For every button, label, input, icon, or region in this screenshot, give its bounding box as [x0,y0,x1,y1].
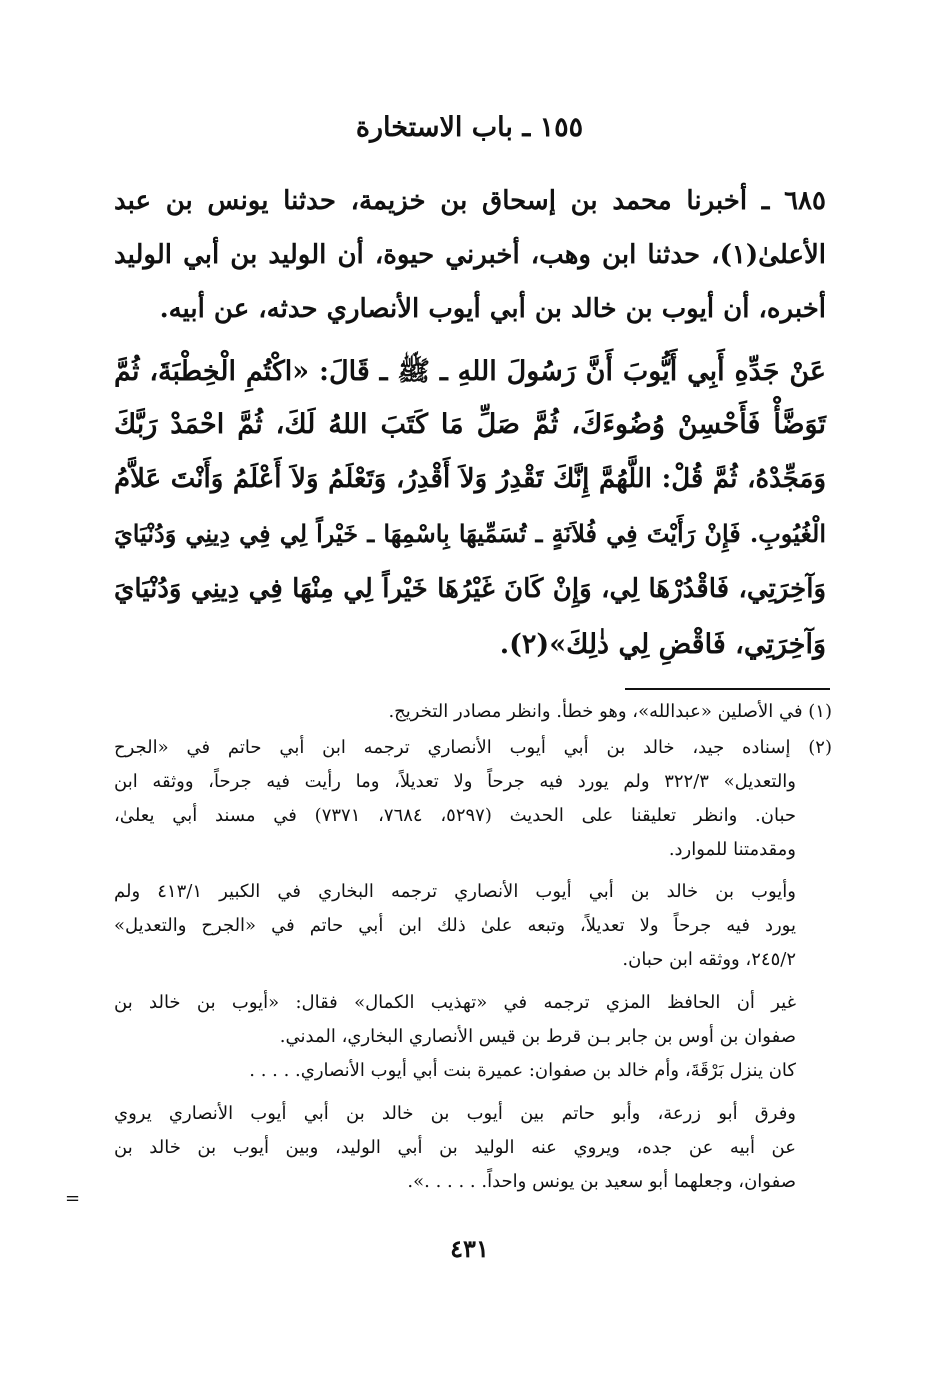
footnote-2-line-13: صفوان، وجعلهما أبو سعيد بن يونس واحداً. . . . . .». [407,1171,796,1192]
main-text-line-2: الأعلىٰ(١)، حدثنا ابن وهب، أخبرني حيوة، أن الوليد بن أبي الوليد [114,240,827,270]
main-text-line-3: أخبره، أن أيوب بن خالد بن أبي أيوب الأنصاري حدثه، عن أبيه. [159,294,826,324]
hadith-line-6: وَآخِرَتِي، فَاقْضِ لِي ذٰلِكَ»(٢). [499,629,826,660]
footnote-2-line-10: كان ينزل بَرْقَةَ، وأم خالد بن صفوان: عميرة بنت أبي أيوب الأنصاري. . . . . [249,1060,796,1081]
footnote-2-line-12: عن أبيه عن جده، ويروي عنه الوليد بن أبي الوليد، وبين أيوب بن خالد بن [114,1137,796,1158]
hadith-line-1: عَنْ جَدِّهِ أَبِي أَيُّوبَ أَنَّ رَسُولَ اللهِ ـ ﷺ ـ قَالَ: «اكْتُمِ الْخِطْبَةَ، ثُمَّ [114,356,826,387]
main-text-line-1: ٦٨٥ ـ أخبرنا محمد بن إسحاق بن خزيمة، حدثنا يونس بن عبد [114,186,826,216]
footnote-2-line-7: ٢٤٥/٢، ووثقه ابن حبان. [622,949,796,970]
footnote-2-line-9: صفوان بن أوس بن جابر بـن قرط بن قيس الأنصاري البخاري، المدني. [279,1026,796,1047]
footnote-2-line-3: حبان. وانظر تعليقنا على الحديث (٥٢٩٧، ٧٦٨٤، ٧٣٧١) في مسند أبي يعلىٰ، [114,805,797,826]
footnote-2-line-4: ومقدمتنا للموارد. [668,839,796,860]
footnote-2-line-5: وأيوب بن خالد بن أبي أيوب الأنصاري ترجمه البخاري في الكبير ٤١٣/١ ولم [114,881,796,902]
hadith-line-3: وَمَجِّدْهُ، ثُمَّ قُلْ: اللَّهُمَّ إِنَّكَ تَقْدِرُ وَلاَ أَقْدِرُ، وَتَعْلَمُ وَلاَ أَعْلَمُ وَأَنْتَ عَلاَّمُ [114,464,826,494]
continuation-mark: = [65,1188,81,1209]
hadith-line-5: وَآخِرَتِي، فَاقْدُرْهَا لِي، وَإِنْ كَانَ غَيْرُهَا خَيْراً لِي مِنْهَا فِي دِينِي وَدُنْيَايَ [114,574,826,604]
footnote-2-line-2: والتعديل» ٣٢٢/٣ ولم يورد فيه جرحاً ولا تعديلاً، وما رأيت فيه جرحاً، ووثقه ابن [114,771,796,792]
footnote-2-line-1: (٢) إسناده جيد، خالد بن أبي أيوب الأنصاري ترجمه ابن أبي حاتم في «الجرح [114,737,832,758]
footnote-2-line-6: يورد فيه جرحاً ولا تعديلاً، وتبعه علىٰ ذلك ابن أبي حاتم في «الجرح والتعديل» [114,915,796,936]
hadith-line-2: تَوَضَّأْ فَأَحْسِنْ وُضُوءَكَ، ثُمَّ صَلِّ مَا كَتَبَ اللهُ لَكَ، ثُمَّ احْمَدْ رَبَّكَ [114,409,826,440]
footnote-2-line-11: وفرق أبو زرعة، وأبو حاتم بين أيوب بن خالد بن أبي أيوب الأنصاري يروي [114,1103,796,1124]
chapter-title: ١٥٥ ـ باب الاستخارة [355,112,584,143]
footnote-1: (١) في الأصلين «عبدالله»، وهو خطأ. وانظر مصادر التخريج. [388,701,832,722]
footnote-2-line-8: غير أن الحافظ المزي ترجمه في «تهذيب الكمال» فقال: «أيوب بن خالد بن [114,992,796,1013]
page-number: ٤٣١ [450,1234,489,1263]
hadith-line-4: الْغُيُوبِ. فَإِنْ رَأَيْتَ فِي فُلاَنَةٍ ـ تُسَمِّيهَا بِاسْمِهَا ـ خَيْراً لِي فِي دِينِي وَدُنْيَايَ [114,519,827,548]
footnote-separator [625,688,830,690]
